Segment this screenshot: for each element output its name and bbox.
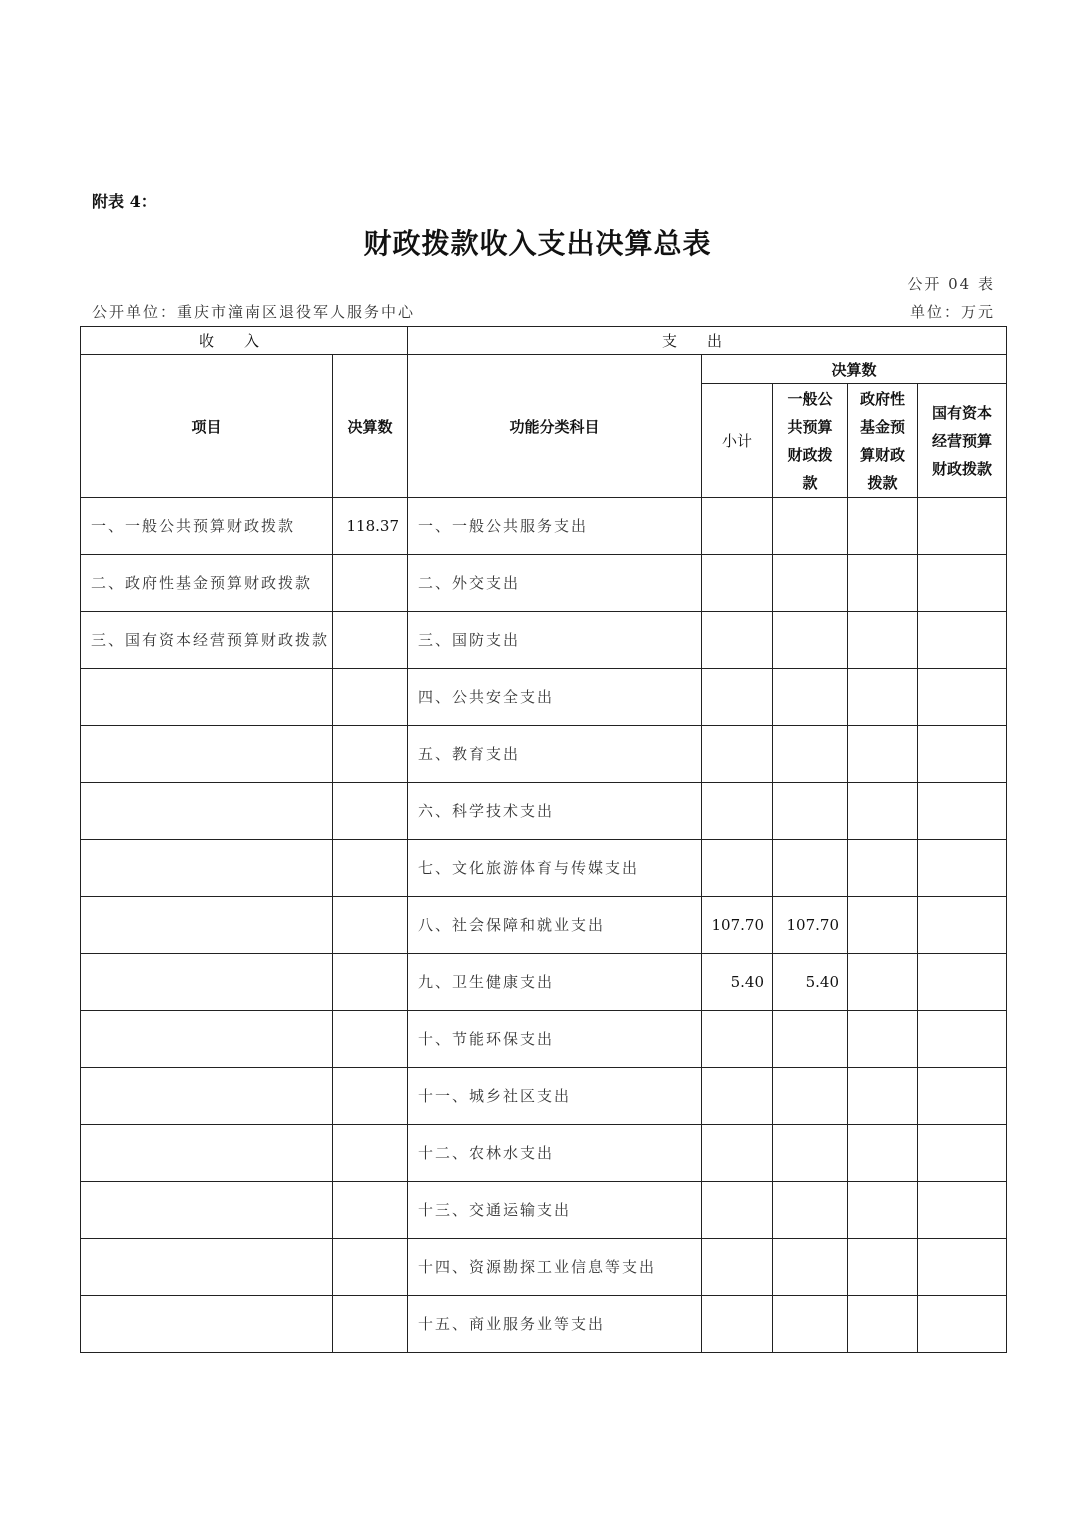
- table-row: [81, 1296, 1007, 1353]
- general-budget-cell: 107.70: [773, 897, 848, 954]
- general-budget-cell: [773, 498, 848, 555]
- col-final-header: 决算数: [702, 355, 1007, 384]
- table-row: [81, 726, 1007, 783]
- general-budget-cell: [773, 840, 848, 897]
- income-item-cell: [81, 1068, 333, 1125]
- income-amount-cell: [333, 1011, 408, 1068]
- state-capital-cell: [918, 1125, 1007, 1182]
- expense-item-cell: 八、社会保障和就业支出: [408, 897, 702, 954]
- income-amount-cell: [333, 1125, 408, 1182]
- general-budget-cell: [773, 783, 848, 840]
- income-amount-cell: [333, 1182, 408, 1239]
- gov-fund-cell: [848, 1011, 918, 1068]
- general-budget-cell: 5.40: [773, 954, 848, 1011]
- gov-fund-cell: [848, 897, 918, 954]
- income-amount-cell: [333, 1068, 408, 1125]
- expense-item-cell: 十五、商业服务业等支出: [408, 1296, 702, 1353]
- expense-item-cell: 三、国防支出: [408, 612, 702, 669]
- state-capital-cell: [918, 1068, 1007, 1125]
- expense-item-cell: 四、公共安全支出: [408, 669, 702, 726]
- subtotal-cell: [702, 726, 773, 783]
- gov-fund-cell: [848, 555, 918, 612]
- state-capital-cell: [918, 1182, 1007, 1239]
- col-item-header: 项目: [81, 355, 333, 498]
- general-budget-cell: [773, 1125, 848, 1182]
- income-amount-cell: [333, 840, 408, 897]
- income-amount-cell: 118.37: [333, 498, 408, 555]
- expense-item-cell: 十、节能环保支出: [408, 1011, 702, 1068]
- expense-item-cell: 五、教育支出: [408, 726, 702, 783]
- col-fund-header: [848, 384, 918, 498]
- table-row: [81, 1125, 1007, 1182]
- expense-item-cell: 一、一般公共服务支出: [408, 498, 702, 555]
- expense-item-cell: 十二、农林水支出: [408, 1125, 702, 1182]
- col-general-header: [773, 384, 848, 498]
- table-row: [81, 498, 1007, 555]
- income-item-cell: 三、国有资本经营预算财政拨款: [81, 612, 333, 669]
- state-capital-cell: [918, 612, 1007, 669]
- income-amount-cell: [333, 669, 408, 726]
- income-amount-cell: [333, 1239, 408, 1296]
- income-item-cell: [81, 669, 333, 726]
- income-item-cell: 一、一般公共预算财政拨款: [81, 498, 333, 555]
- general-budget-cell: [773, 1011, 848, 1068]
- currency-unit: 单位：万元: [909, 303, 995, 321]
- gov-fund-cell: [848, 954, 918, 1011]
- table-row: [81, 1182, 1007, 1239]
- general-budget-cell: [773, 1068, 848, 1125]
- general-budget-cell: [773, 612, 848, 669]
- income-amount-cell: [333, 897, 408, 954]
- gov-fund-cell: [848, 498, 918, 555]
- col-general-line: 共预算: [787, 417, 833, 436]
- income-amount-cell: [333, 1296, 408, 1353]
- col-amount-header: 决算数: [333, 355, 408, 498]
- col-state-line: 经营预算: [932, 431, 993, 450]
- publishing-unit: 公开单位：重庆市潼南区退役军人服务中心: [92, 303, 416, 321]
- income-item-cell: [81, 954, 333, 1011]
- table-row: [81, 555, 1007, 612]
- col-state-header: [918, 384, 1007, 498]
- table-row: [81, 783, 1007, 840]
- subtotal-cell: 5.40: [702, 954, 773, 1011]
- subtotal-cell: [702, 669, 773, 726]
- expense-item-cell: 九、卫生健康支出: [408, 954, 702, 1011]
- table-row: [81, 669, 1007, 726]
- general-budget-cell: [773, 669, 848, 726]
- gov-fund-cell: [848, 726, 918, 783]
- income-item-cell: [81, 1125, 333, 1182]
- income-item-cell: [81, 1239, 333, 1296]
- general-budget-cell: [773, 1182, 848, 1239]
- subtotal-cell: [702, 1182, 773, 1239]
- general-budget-cell: [773, 1239, 848, 1296]
- state-capital-cell: [918, 954, 1007, 1011]
- state-capital-cell: [918, 783, 1007, 840]
- col-general-line: 款: [802, 473, 818, 492]
- gov-fund-cell: [848, 1182, 918, 1239]
- subtotal-cell: [702, 840, 773, 897]
- general-budget-cell: [773, 726, 848, 783]
- finance-table: [80, 326, 1007, 1353]
- gov-fund-cell: [848, 1068, 918, 1125]
- income-item-cell: [81, 1182, 333, 1239]
- income-item-cell: [81, 783, 333, 840]
- table-row: [81, 612, 1007, 669]
- income-item-cell: [81, 897, 333, 954]
- income-item-cell: [81, 840, 333, 897]
- income-amount-cell: [333, 555, 408, 612]
- table-row: [81, 897, 1007, 954]
- income-amount-cell: [333, 954, 408, 1011]
- income-amount-cell: [333, 783, 408, 840]
- general-budget-cell: [773, 555, 848, 612]
- income-item-cell: 二、政府性基金预算财政拨款: [81, 555, 333, 612]
- subtotal-cell: [702, 1296, 773, 1353]
- gov-fund-cell: [848, 783, 918, 840]
- expense-item-cell: 十三、交通运输支出: [408, 1182, 702, 1239]
- col-general-line: 财政拨: [787, 445, 833, 464]
- state-capital-cell: [918, 840, 1007, 897]
- income-item-cell: [81, 1296, 333, 1353]
- income-item-cell: [81, 726, 333, 783]
- table-row: [81, 1239, 1007, 1296]
- income-amount-cell: [333, 612, 408, 669]
- subtotal-cell: 107.70: [702, 897, 773, 954]
- state-capital-cell: [918, 1239, 1007, 1296]
- expense-item-cell: 七、文化旅游体育与传媒支出: [408, 840, 702, 897]
- gov-fund-cell: [848, 612, 918, 669]
- gov-fund-cell: [848, 669, 918, 726]
- subtotal-cell: [702, 1068, 773, 1125]
- state-capital-cell: [918, 726, 1007, 783]
- expense-item-cell: 六、科学技术支出: [408, 783, 702, 840]
- gov-fund-cell: [848, 1125, 918, 1182]
- expense-item-cell: 十四、资源勘探工业信息等支出: [408, 1239, 702, 1296]
- col-subtotal-header: 小计: [702, 384, 773, 498]
- state-capital-cell: [918, 555, 1007, 612]
- state-capital-cell: [918, 897, 1007, 954]
- col-fund-line: 政府性: [860, 389, 906, 408]
- col-fund-line: 拨款: [867, 473, 898, 492]
- expense-header: 支出: [408, 327, 1007, 355]
- col-state-line: 国有资本: [932, 403, 993, 422]
- state-capital-cell: [918, 1011, 1007, 1068]
- income-amount-cell: [333, 726, 408, 783]
- form-number: 公开 04 表: [907, 275, 995, 293]
- subtotal-cell: [702, 612, 773, 669]
- subtotal-cell: [702, 555, 773, 612]
- subtotal-cell: [702, 1125, 773, 1182]
- table-row: [81, 840, 1007, 897]
- state-capital-cell: [918, 498, 1007, 555]
- expense-item-cell: 十一、城乡社区支出: [408, 1068, 702, 1125]
- state-capital-cell: [918, 669, 1007, 726]
- attachment-label: 附表 4：: [92, 192, 157, 211]
- subtotal-cell: [702, 1011, 773, 1068]
- page-title: 财政拨款收入支出决算总表: [363, 227, 712, 260]
- table-row: [81, 954, 1007, 1011]
- gov-fund-cell: [848, 1239, 918, 1296]
- col-state-line: 财政拨款: [932, 459, 993, 478]
- col-fund-line: 算财政: [860, 445, 906, 464]
- subtotal-cell: [702, 498, 773, 555]
- table-row: [81, 1068, 1007, 1125]
- gov-fund-cell: [848, 1296, 918, 1353]
- income-header: 收入: [81, 327, 408, 355]
- col-general-line: 一般公: [787, 389, 833, 408]
- general-budget-cell: [773, 1296, 848, 1353]
- table-row: [81, 1011, 1007, 1068]
- subtotal-cell: [702, 1239, 773, 1296]
- gov-fund-cell: [848, 840, 918, 897]
- col-fund-line: 基金预: [860, 417, 906, 436]
- expense-item-cell: 二、外交支出: [408, 555, 702, 612]
- income-item-cell: [81, 1011, 333, 1068]
- state-capital-cell: [918, 1296, 1007, 1353]
- col-function-header: 功能分类科目: [408, 355, 702, 498]
- subtotal-cell: [702, 783, 773, 840]
